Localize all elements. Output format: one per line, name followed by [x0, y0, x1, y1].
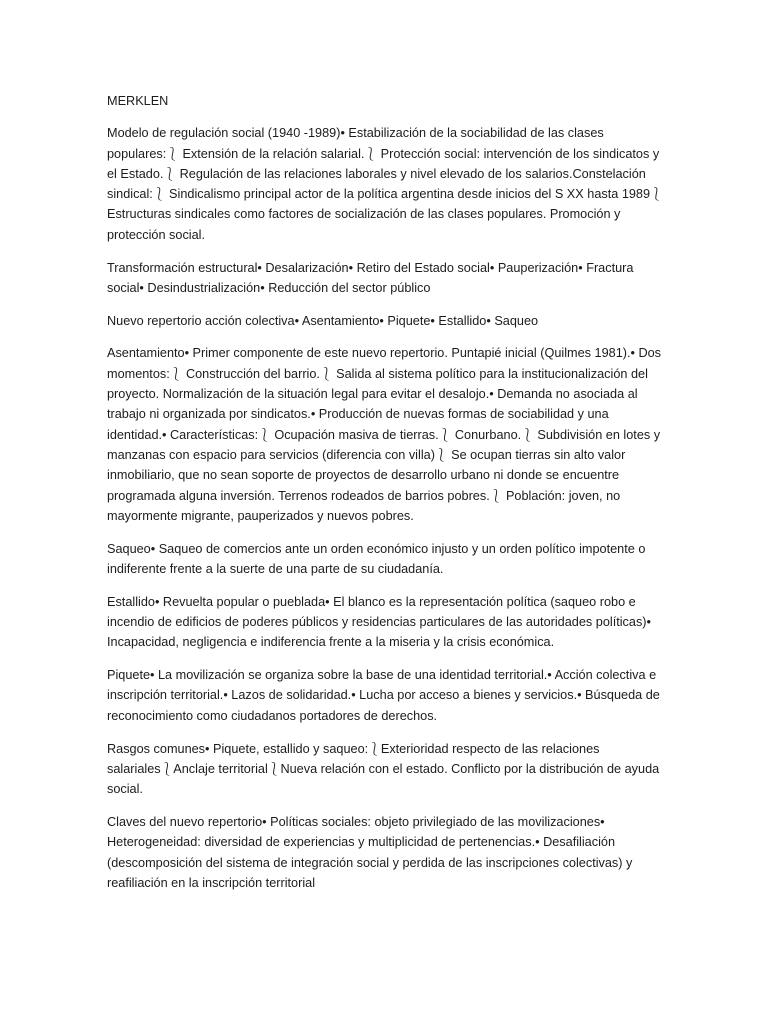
document-title: MERKLEN — [107, 94, 169, 108]
paragraph-saqueo: Saqueo• Saqueo de comercios ante un orden económico injusto y un orden político impotente o indiferente frente a la suerte de una parte de su ciudadanía. — [107, 541, 646, 576]
paragraph-piquete: Piquete• La movilización se organiza sobre la base de una identidad territorial.• Acción colectiva e inscripción territorial.• Lazos de solidaridad.• Lucha por acceso a bienes y servicios.• Búsqueda de reconocimiento como ciudadanos portadores de derechos. — [107, 668, 660, 723]
paragraph-transformacion-estructural: Transformación estructural• Desalarización• Retiro del Estado social• Pauperización• Fractura social• Desindustrialización• Reducción del sector público — [107, 260, 634, 295]
document-body — [107, 91, 663, 906]
paragraph-modelo-regulacion: Modelo de regulación social (1940 -1989)• Estabilización de la sociabilidad de las clases populares:⎱ Extensión de la relación salarial.⎱ Protección social: intervención de los sindicatos y el Estado.⎱ Regulación de las relaciones laborales y nivel elevado de los salarios.Constelación sindical:⎱ Sindicalismo principal actor de la política argentina desde inicios del S XX hasta 1989⎱ Estructuras sindicales como factores de socialización de las clases populares. Promoción y protección social. — [107, 126, 663, 242]
paragraph-estallido: Estallido• Revuelta popular o pueblada• El blanco es la representación política (saqueo robo e incendio de edificios de poderes públicos y residencias particulares de las autoridades políticas)• Incapacidad, negligencia e indiferencia frente a la miseria y la crisis económica. — [107, 594, 651, 650]
paragraph-asentamiento: Asentamiento• Primer componente de este nuevo repertorio. Puntapié inicial (Quilmes 1981).• Dos momentos:⎱ Construcción del barrio.⎱ Salida al sistema político para la institucionalización del proyecto. Normalización de la situación legal para evitar el desalojo.• Demanda no asociada al trabajo ni organizada por sindicatos.• Producción de nuevas formas de sociabilidad y una identidad.• Características:⎱ Ocupación masiva de tierras.⎱ Conurbano.⎱ Subdivisión en lotes y manzanas con espacio para servicios (diferencia con villa)⎱ Se ocupan tierras sin alto valor inmobiliario, que no sean soporte de proyectos de desarrollo urbano ni donde se encuentre programada alguna inversión. Terrenos rodeados de barrios pobres.⎱ Población: joven, no mayormente migrante, pauperizados y nuevos pobres. — [107, 346, 662, 523]
paragraph-nuevo-repertorio: Nuevo repertorio acción colectiva• Asentamiento• Piquete• Estallido• Saqueo — [107, 313, 539, 328]
paragraph-rasgos-comunes: Rasgos comunes• Piquete, estallido y saqueo:⎱Exterioridad respecto de las relaciones salariales⎱Anclaje territorial⎱Nueva relación con el estado. Conflicto por la distribución de ayuda social. — [107, 741, 660, 797]
paragraph-claves-nuevo-repertorio: Claves del nuevo repertorio• Políticas sociales: objeto privilegiado de las movilizaciones• Heterogeneidad: diversidad de experiencias y multiplicidad de pertenencias.• Desafiliación (descomposición del sistema de integración social y perdida de las inscripciones colectivas) y reafiliación en la inscripción territorial — [107, 814, 633, 890]
